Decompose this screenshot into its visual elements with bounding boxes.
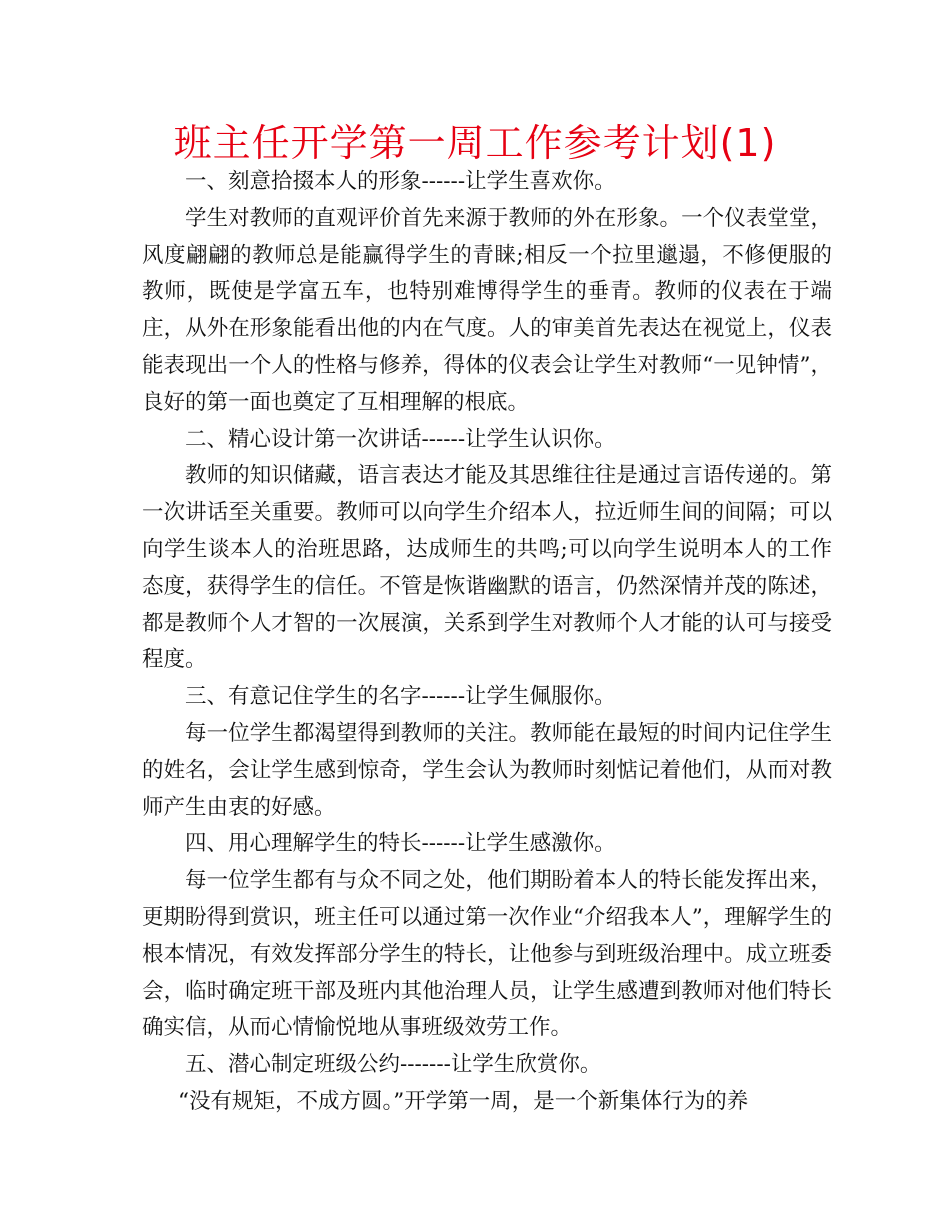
section-paragraph-5: “没有规矩，不成方圆。”开学第一周，是一个新集体行为的养 [178, 1088, 749, 1114]
document-title: 班主任开学第一周工作参考计划(1) [173, 121, 777, 165]
section-heading-4: 四、用心理解学生的特长------让学生感激你。 [185, 831, 616, 857]
section-paragraph-3: 每一位学生都渴望得到教师的关注。教师能在最短的时间内记住学生的姓名，会让学生感到惊奇，学生会认为教师时刻惦记着他们，从而对教师产生由衷的好感。 [142, 720, 832, 820]
section-paragraph-4: 每一位学生都有与众不同之处，他们期盼着本人的特长能发挥出来，更期盼得到赏识，班主任可以通过第一次作业“介绍我本人”，理解学生的根本情况，有效发挥部分学生的特长，让他参与到班级治理中。成立班委会，临时确定班干部及班内其他治理人员，让学生感遭到教师对他们特长确实信，从而心情愉悦地从事班级效劳工作。 [142, 868, 832, 1041]
section-paragraph-1: 学生对教师的直观评价首先来源于教师的外在形象。一个仪表堂堂，风度翩翩的教师总是能赢得学生的青睐;相反一个拉里邋遢，不修便服的教师，既使是学富五车，也特别难博得学生的垂青。教师的仪表在于端庄，从外在形象能看出他的内在气度。人的审美首先表达在视觉上，仪表能表现出一个人的性格与修养，得体的仪表会让学生对教师“一见钟情”，良好的第一面也奠定了互相理解的根底。 [142, 205, 832, 415]
section-heading-5: 五、潜心制定班级公约-------让学生欣赏你。 [185, 1052, 602, 1078]
section-heading-2: 二、精心设计第一次讲话------让学生认识你。 [185, 426, 616, 452]
document-body [142, 164, 832, 1121]
section-paragraph-2: 教师的知识储藏，语言表达才能及其思维往往是通过言语传递的。第一次讲话至关重要。教师可以向学生介绍本人，拉近师生间的间隔；可以向学生谈本人的治班思路，达成师生的共鸣;可以向学生说明本人的工作态度，获得学生的信任。不管是恢谐幽默的语言，仍然深情并茂的陈述，都是教师个人才智的一次展演，关系到学生对教师个人才能的认可与接受程度。 [142, 463, 832, 673]
section-heading-3: 三、有意记住学生的名字------让学生佩服你。 [185, 684, 616, 710]
section-heading-1: 一、刻意拾掇本人的形象------让学生喜欢你。 [185, 169, 616, 194]
